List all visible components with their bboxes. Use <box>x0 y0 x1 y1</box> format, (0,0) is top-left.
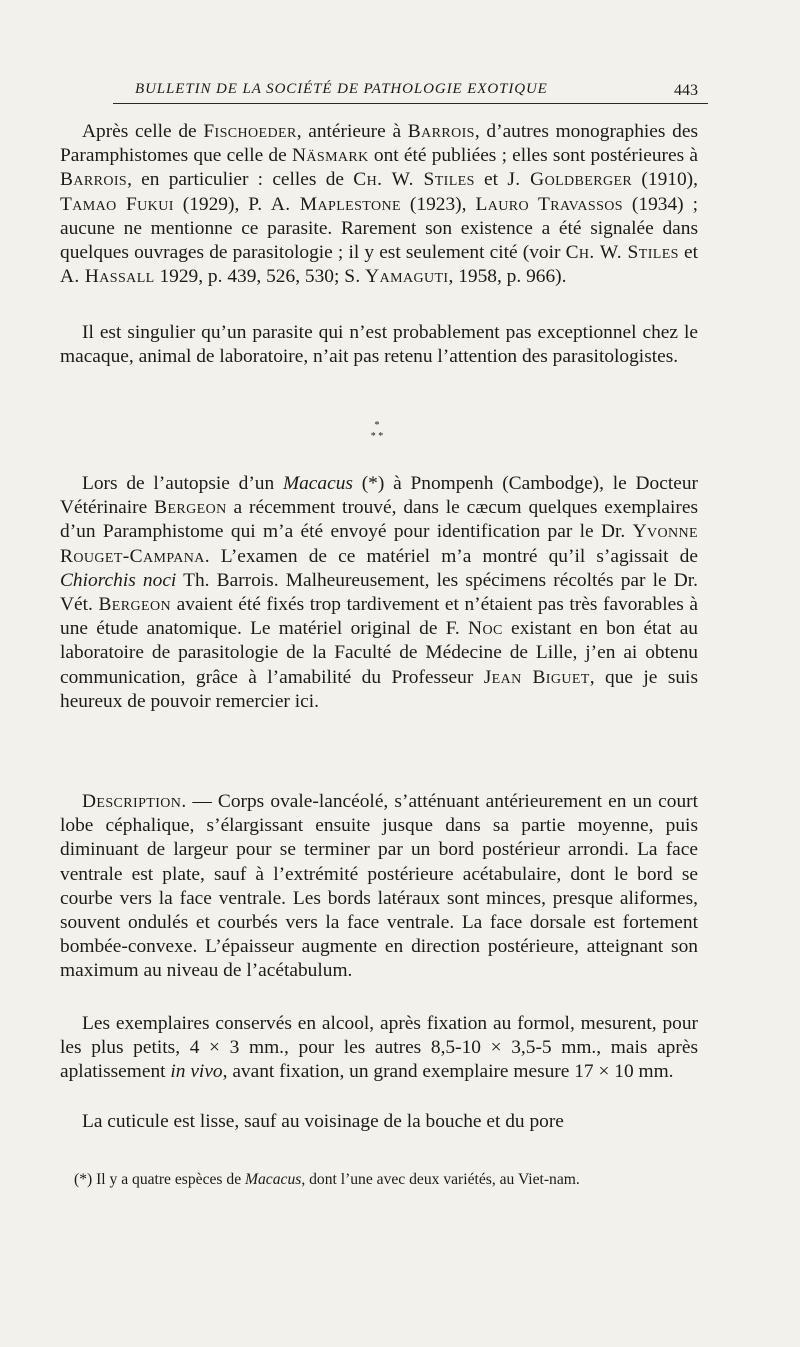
author-name: Fischoeder <box>203 121 297 142</box>
separator-star-top: * <box>374 420 380 431</box>
author-name: Yvonne Rouget-Campana <box>60 521 698 567</box>
author-name: Lauro Travassos <box>475 193 623 215</box>
footnote: (*) Il y a quatre espèces de Macacus, dont l’une avec deux variétés, au Viet-nam. <box>74 1171 580 1188</box>
paragraph-description: Description. — Corps ovale-lancéolé, s’atténuant antérieurement en un court lobe céphalique, s’élargissant ensuite jusque dans sa partie moyenne, puis diminuant de largeur pour se terminer par un bord postérieur arrondi. La face ventrale est plate, sauf à l’extrémité postérieure acétabulaire, dont le bord se courbe vers la face ventrale. Les bords latéraux sont minces, presque aliformes, souvent ondulés et courbés vers la face ventrale. La face dorsale est fortement bombée-convexe. L’épaisseur augmente en direction postérieure, atteignant son maximum au niveau de l’acétabulum. <box>60 791 698 982</box>
paragraph-singular: Il est singulier qu’un parasite qui n’est probablement pas exceptionnel chez le macaque, animal de laboratoire, n’ait pas retenu l’attention des parasitologistes. <box>60 322 698 368</box>
paragraph-cuticle: La cuticule est lisse, sauf au voisinage de la bouche et du pore <box>82 1111 564 1132</box>
separator-stars-bottom: * * <box>370 431 384 442</box>
paragraph-measurements: Les exemplaires conservés en alcool, après fixation au formol, mesurent, pour les plus petits, 4 × 3 mm., pour les autres 8,5-10 × 3,5-5 mm., mais après aplatissement in vivo, avant fixation, un grand exemplaire mesure 17 × 10 mm. <box>60 1013 698 1083</box>
page-number: 443 <box>674 82 698 99</box>
latin-term: in vivo <box>170 1061 223 1083</box>
genus-name: Macacus <box>282 473 353 494</box>
section-separator <box>355 420 399 450</box>
author-name: P. A. Maplestone <box>248 193 401 215</box>
author-name: Barrois <box>60 169 128 191</box>
author-name: Bergeon <box>154 497 227 519</box>
section-heading: Description <box>82 791 182 812</box>
author-name: Ch. W. Stiles <box>565 242 679 264</box>
species-name: Chiorchis noci <box>60 569 177 591</box>
author-name: Noc <box>468 618 503 640</box>
author-name: Jean Biguet <box>483 666 590 688</box>
running-head: BULLETIN DE LA SOCIÉTÉ DE PATHOLOGIE EXOTIQUE <box>135 81 548 97</box>
author-name: J. Goldberger <box>507 169 633 191</box>
author-name: Ch. W. Stiles <box>353 169 475 191</box>
author-name: Näsmark <box>291 145 369 167</box>
paragraph-autopsy: Lors de l’autopsie d’un Macacus (*) à Pnompenh (Cambodge), le Docteur Vétérinaire Bergeon a récemment trouvé, dans le cæcum quelques exemplaires d’un Paramphistome qui m’a été envoyé pour identification par le Dr. Yvonne Rouget-Campana. L’examen de ce matériel m’a montré qu’il s’agissait de Chiorchis noci Th. Barrois. Malheureusement, les spécimens récoltés par le Dr. Vét. Bergeon avaient été fixés trop tardivement et n’étaient pas très favorables à une étude anatomique. Le matériel original de F. Noc existant en bon état au laboratoire de parasitologie de la Faculté de Médecine de Lille, j’en ai obtenu communication, grâce à l’amabilité du Professeur Jean Biguet, que je suis heureux de pouvoir remercier ici. <box>60 473 698 712</box>
paragraph-monographs: Après celle de Fischoeder, antérieure à Barrois, d’autres monographies des Paramphistomes que celle de Näsmark ont été publiées ; elles sont postérieures à Barrois, en particulier : celles de Ch. W. Stiles et J. Goldberger (1910), Tamao Fukui (1929), P. A. Maplestone (1923), Lauro Travassos (1934) ; aucune ne mentionne ce parasite. Rarement son existence a été signalée dans quelques ouvrages de parasitologie ; il y est seulement cité (voir Ch. W. Stiles et A. Hassall 1929, p. 439, 526, 530; S. Yamaguti, 1958, p. 966). <box>60 121 698 288</box>
author-name: Tamao Fukui <box>60 193 174 215</box>
author-name: A. Hassall <box>60 266 155 288</box>
genus-name: Macacus <box>245 1171 302 1188</box>
page-header <box>113 79 708 104</box>
author-name: Barrois <box>407 121 475 142</box>
author-name: Bergeon <box>98 594 171 616</box>
author-name: S. Yamaguti <box>344 266 449 288</box>
